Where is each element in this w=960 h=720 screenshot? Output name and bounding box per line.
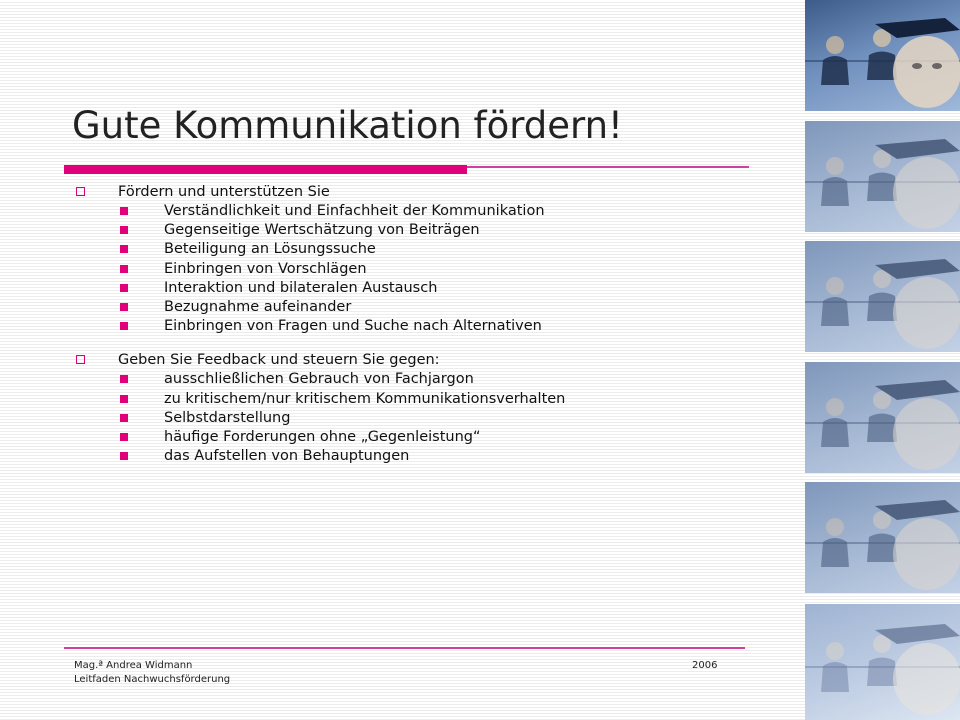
list-item-text: Gegenseitige Wertschätzung von Beiträgen	[164, 222, 480, 239]
list-item-text: zu kritischem/nur kritischem Kommunikationsverhalten	[164, 390, 566, 407]
footer-author: Mag.ª Andrea Widmann	[74, 660, 193, 671]
footer-year: 2006	[692, 660, 718, 671]
square-bullet-icon	[120, 245, 128, 253]
list-item-text: Selbstdarstellung	[164, 409, 291, 426]
square-bullet-icon	[120, 433, 128, 441]
list-item	[70, 260, 790, 279]
list-item	[70, 240, 790, 259]
hollow-square-bullet-icon	[76, 187, 85, 196]
list-item-text: Beteiligung an Lösungssuche	[164, 241, 376, 258]
footer-divider-line	[64, 647, 745, 649]
list-item-text: Bezugnahme aufeinander	[164, 298, 352, 315]
square-bullet-icon	[120, 284, 128, 292]
list-item	[70, 409, 790, 428]
square-bullet-icon	[120, 303, 128, 311]
list-item-text: Einbringen von Vorschlägen	[164, 260, 367, 277]
footer-credits	[74, 659, 230, 687]
list-item	[70, 202, 790, 221]
graduate-photo	[805, 482, 960, 593]
graduate-photo	[805, 121, 960, 232]
list-item-text: häufige Forderungen ohne „Gegenleistung“	[164, 428, 481, 445]
footer-subtitle: Leitfaden Nachwuchsförderung	[74, 674, 231, 685]
title-divider-line	[467, 166, 749, 168]
list-item-text: ausschließlichen Gebrauch von Fachjargon	[164, 371, 474, 388]
slide-content	[70, 183, 790, 466]
photo-strip	[805, 0, 960, 720]
square-bullet-icon	[120, 395, 128, 403]
square-bullet-icon	[120, 375, 128, 383]
hollow-square-bullet-icon	[76, 355, 85, 364]
graduate-photo	[805, 241, 960, 352]
square-bullet-icon	[120, 226, 128, 234]
list-item	[70, 221, 790, 240]
section-heading-text: Fördern und unterstützen Sie	[118, 184, 330, 200]
square-bullet-icon	[120, 265, 128, 273]
square-bullet-icon	[120, 452, 128, 460]
slide-title: Gute Kommunikation fördern!	[72, 104, 623, 147]
list-item-text: das Aufstellen von Behauptungen	[164, 448, 410, 465]
graduate-photo	[805, 0, 960, 111]
square-bullet-icon	[120, 414, 128, 422]
section-spacer	[70, 336, 790, 351]
list-item-text: Einbringen von Fragen und Suche nach Alternativen	[164, 318, 542, 335]
square-bullet-icon	[120, 207, 128, 215]
section-heading	[70, 183, 790, 202]
title-accent-bar	[64, 165, 467, 174]
list-item	[70, 279, 790, 298]
section-heading-text: Geben Sie Feedback und steuern Sie gegen:	[118, 352, 440, 369]
graduate-photo	[805, 362, 960, 473]
list-item	[70, 317, 790, 336]
square-bullet-icon	[120, 322, 128, 330]
graduate-photo	[805, 604, 960, 720]
list-item-text: Interaktion und bilateralen Austausch	[164, 279, 438, 296]
list-item-text: Verständlichkeit und Einfachheit der Kommunikation	[164, 203, 545, 219]
list-item	[70, 298, 790, 317]
list-item	[70, 447, 790, 466]
list-item	[70, 428, 790, 447]
list-item	[70, 370, 790, 389]
section-heading	[70, 351, 790, 370]
list-item	[70, 390, 790, 409]
